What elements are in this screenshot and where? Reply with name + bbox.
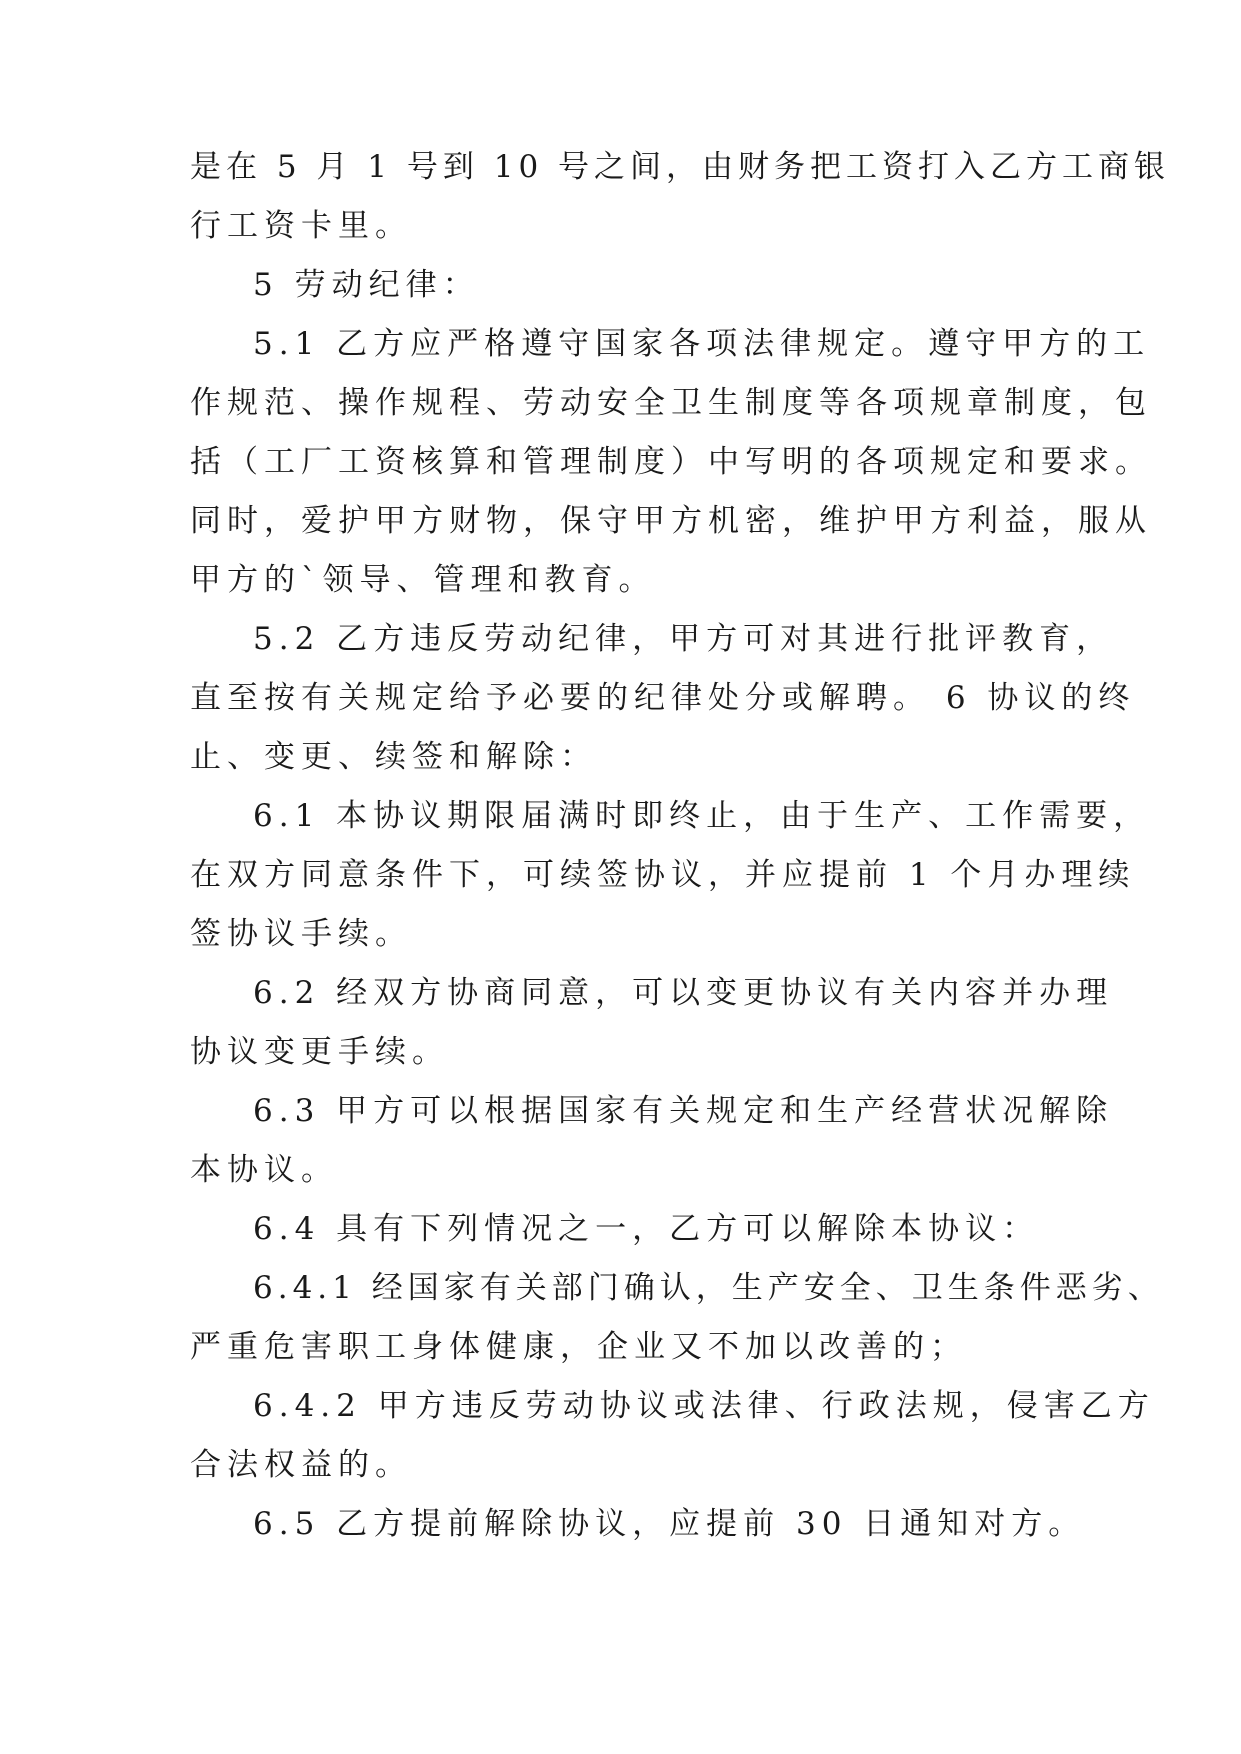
text-line: 6.5 乙方提前解除协议，应提前 30 日通知对方。 — [253, 1506, 1086, 1542]
text-line: 直至按有关规定给予必要的纪律处分或解聘。 6 协议的终 — [190, 680, 1136, 716]
text-line: 甲方的`领导、管理和教育。 — [190, 562, 656, 598]
text-line: 合法权益的。 — [190, 1447, 412, 1483]
text-line: 在双方同意条件下，可续签协议，并应提前 1 个月办理续 — [190, 857, 1136, 893]
section-heading: 5 劳动纪律： — [253, 267, 480, 303]
text-line: 6.4.1 经国家有关部门确认，生产安全、卫生条件恶劣、 — [253, 1270, 1164, 1306]
text-line: 是在 5 月 1 号到 10 号之间，由财务把工资打入乙方工商银 — [190, 149, 1171, 185]
text-line: 5.2 乙方违反劳动纪律，甲方可对其进行批评教育， — [253, 621, 1114, 657]
text-line: 作规范、操作规程、劳动安全卫生制度等各项规章制度，包 — [190, 385, 1152, 421]
text-line: 括（工厂工资核算和管理制度）中写明的各项规定和要求。 — [190, 444, 1152, 480]
text-line: 6.2 经双方协商同意，可以变更协议有关内容并办理 — [253, 975, 1114, 1011]
text-line: 止、变更、续签和解除： — [190, 739, 597, 775]
text-line: 6.4 具有下列情况之一，乙方可以解除本协议： — [253, 1211, 1040, 1247]
text-line: 行工资卡里。 — [190, 208, 412, 244]
text-line: 签协议手续。 — [190, 916, 412, 952]
text-line: 协议变更手续。 — [190, 1034, 449, 1070]
text-line: 6.4.2 甲方违反劳动协议或法律、行政法规，侵害乙方 — [253, 1388, 1155, 1424]
text-line: 严重危害职工身体健康，企业又不加以改善的； — [190, 1329, 967, 1365]
text-line: 本协议。 — [190, 1152, 338, 1188]
text-line: 6.1 本协议期限届满时即终止，由于生产、工作需要， — [253, 798, 1151, 834]
text-line: 同时，爱护甲方财物，保守甲方机密，维护甲方利益，服从 — [190, 503, 1152, 539]
text-line: 5.1 乙方应严格遵守国家各项法律规定。遵守甲方的工 — [253, 326, 1151, 362]
text-line: 6.3 甲方可以根据国家有关规定和生产经营状况解除 — [253, 1093, 1114, 1129]
